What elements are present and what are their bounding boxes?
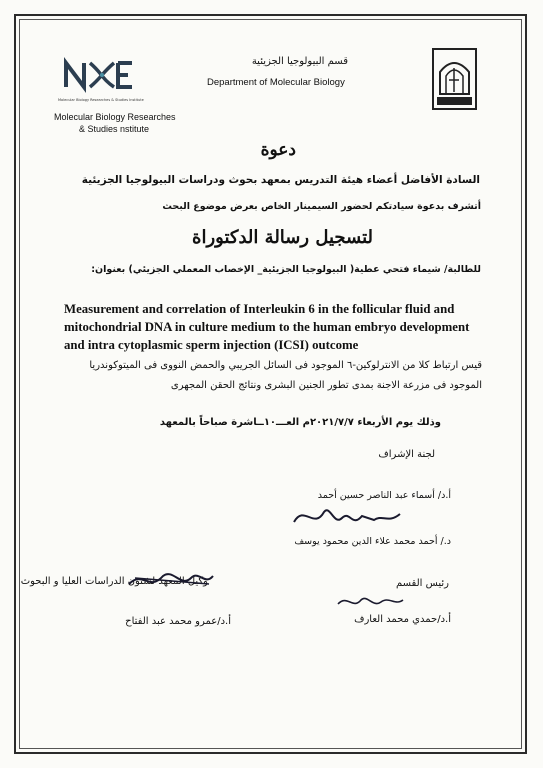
date-line: وذلك يوم الأربعاء ٢٠٢١/٧/٧م العـــ١٠ــاشرة صباحاً بالمعهد: [159, 417, 441, 428]
registration-heading: لتسجيل رسالة الدكتوراة: [192, 227, 373, 248]
institute-name-line1: Molecular Biology Researches: [54, 112, 176, 122]
logo-caption: Molecular Biology Researches & Studies Institute: [58, 98, 144, 102]
institute-name: [54, 111, 174, 135]
institute-name-line2: & Studies nstitute: [78, 124, 150, 134]
committee-member-1: أ.د/ أسماء عبد الناصر حسين أحمد: [317, 490, 451, 501]
dna-institute-logo: [62, 55, 134, 97]
addressee-line: السادة الأفاضل أعضاء هيئة التدريس بمعهد بحوث ودراسات البيولوجيا الجزيئية: [81, 174, 480, 186]
committee-heading: لجنة الإشراف: [378, 449, 435, 460]
vice-dean-signature: [125, 566, 215, 594]
department-english: Department of Molecular Biology: [207, 77, 345, 88]
thesis-title-arabic-line1: قيس ارتباط كلا من الانترلوكين-٦ الموجود فى السائل الجريبي والحمض النووى فى الميتوكوندريا: [89, 360, 482, 371]
department-arabic: قسم البيولوجيا الجزيئية: [251, 56, 348, 67]
vice-dean-title: وكيل المعهد لشئون الدراسات العليا و البحوث: [20, 576, 208, 587]
department-head-signature: [335, 592, 405, 612]
invitation-title: دعوة: [260, 140, 296, 160]
thesis-title-english: [64, 300, 494, 354]
thesis-title-arabic-line2: الموجود فى مزرعة الاجنة بمدى تطور الجنين البشرى ونتائج الحقن المجهرى: [170, 380, 482, 391]
vice-dean-name: أ.د/عمرو محمد عبد الفتاح: [125, 616, 231, 627]
university-seal-logo: [432, 48, 477, 110]
thesis-title-line: Measurement and correlation of Interleukin 6 in the follicular fluid and: [64, 302, 455, 316]
department-head-title: رئيس القسم: [395, 578, 449, 589]
committee-member-2: د./ أحمد محمد علاء الدين محمود يوسف: [294, 536, 451, 547]
student-line: للطالبة/ شيماء فتحي عطية( البيولوجيا الجزيئية_ الإخصاب المعملي الجزيئي) بعنوان:: [91, 264, 481, 275]
department-head-name: أ.د/حمدي محمد العارف: [354, 614, 451, 625]
invitation-line: أتشرف بدعوة سيادتكم لحضور السيمينار الخاص بعرض موضوع البحث: [162, 201, 481, 212]
thesis-title-line: mitochondrial DNA in culture medium to the human embryo development: [64, 320, 470, 334]
member1-signature: [290, 500, 410, 534]
thesis-title-line: and intra cytoplasmic sperm injection (ICSI) outcome: [64, 338, 359, 352]
